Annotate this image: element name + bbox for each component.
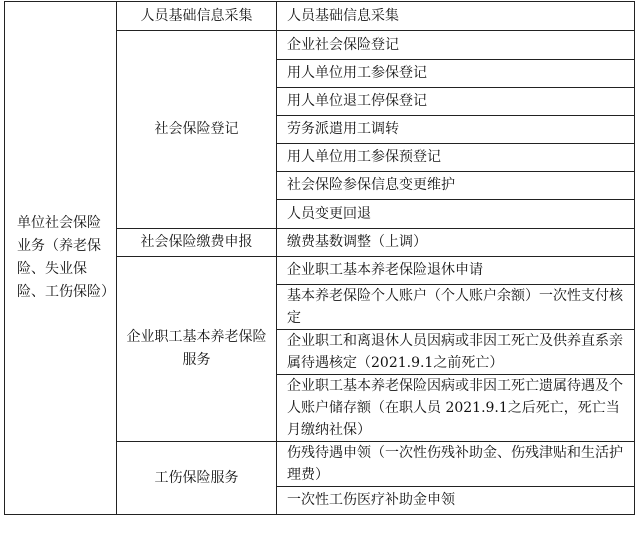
item-cell: 缴费基数调整（上调） xyxy=(277,229,635,257)
service-table xyxy=(4,1,635,515)
item-cell: 人员变更回退 xyxy=(277,200,635,229)
category-cell: 单位社会保险业务（养老保险、失业保险、工伤保险） xyxy=(5,2,117,515)
item-cell: 伤残待遇申领（一次性伤残补助金、伤残津贴和生活护理费） xyxy=(277,442,635,487)
item-cell: 企业职工基本养老保险退休申请 xyxy=(277,257,635,285)
group-cell-personnel-info: 人员基础信息采集 xyxy=(117,2,277,31)
group-cell-insurance-registration: 社会保险登记 xyxy=(117,31,277,229)
item-cell: 企业社会保险登记 xyxy=(277,31,635,60)
group-cell-contribution-declaration: 社会保险缴费申报 xyxy=(117,229,277,257)
item-cell: 社会保险参保信息变更维护 xyxy=(277,172,635,200)
item-cell: 一次性工伤医疗补助金申领 xyxy=(277,487,635,515)
group-cell-work-injury-service: 工伤保险服务 xyxy=(117,442,277,515)
item-cell: 企业职工基本养老保险因病或非因工死亡遗属待遇及个人账户储存额（在职人员 2021.9.1之后死亡，死亡当月缴纳社保） xyxy=(277,375,635,442)
item-cell: 人员基础信息采集 xyxy=(277,2,635,31)
item-cell: 用人单位用工参保登记 xyxy=(277,60,635,88)
group-cell-pension-service: 企业职工基本养老保险服务 xyxy=(117,257,277,442)
item-cell: 用人单位用工参保预登记 xyxy=(277,144,635,172)
item-cell: 劳务派遣用工调转 xyxy=(277,116,635,144)
item-cell: 用人单位退工停保登记 xyxy=(277,88,635,116)
item-cell: 企业职工和离退休人员因病或非因工死亡及供养直系亲属待遇核定（2021.9.1之前死亡） xyxy=(277,330,635,375)
item-cell: 基本养老保险个人账户（个人账户余额）一次性支付核定 xyxy=(277,285,635,330)
